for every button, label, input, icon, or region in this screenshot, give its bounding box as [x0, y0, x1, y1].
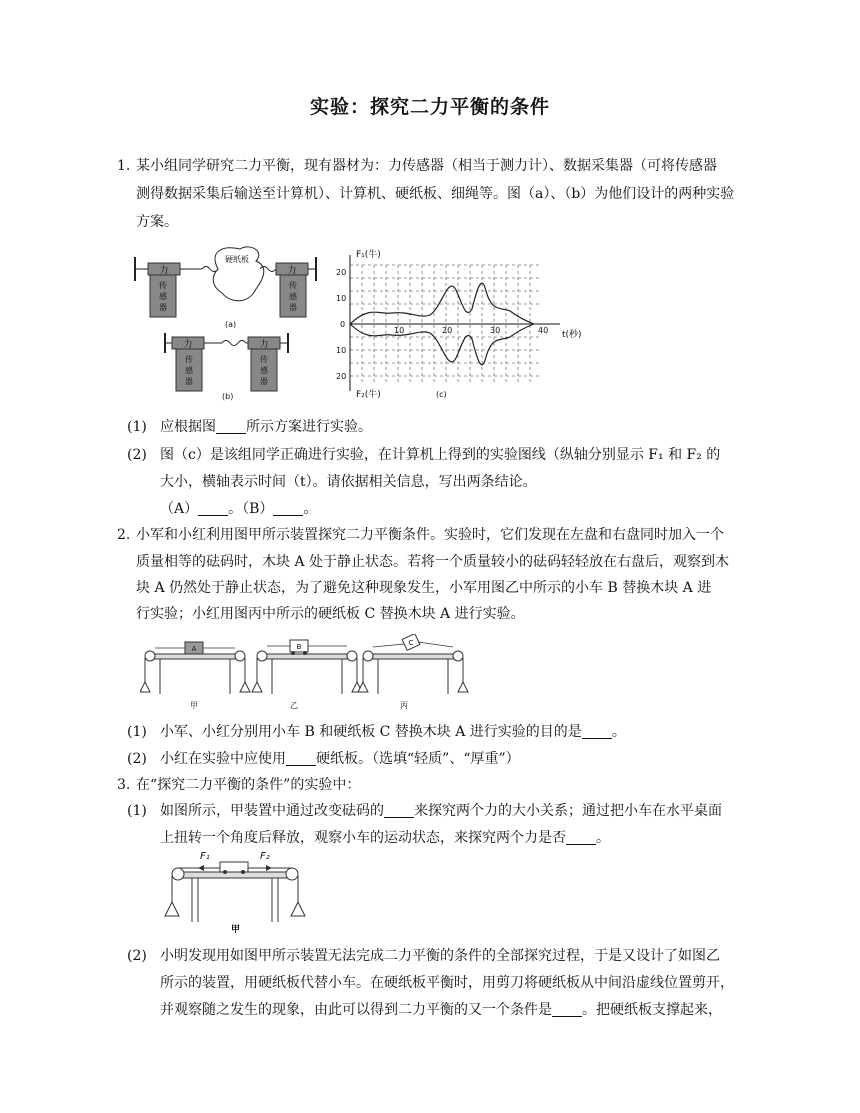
- svg-text:20: 20: [336, 268, 347, 277]
- q3-part-2-number: (2): [127, 948, 147, 964]
- question-1-line-1: 某小组同学研究二力平衡，现有器材为：力传感器（相当于测力计）、数据采集器（可将传感器: [136, 158, 717, 174]
- apparatus-jia: [140, 642, 250, 710]
- svg-text:10: 10: [336, 294, 347, 303]
- svg-text:10: 10: [336, 346, 347, 355]
- figure-c-label: (c): [436, 390, 447, 399]
- svg-text:B: B: [296, 643, 302, 651]
- question-2-line-3: 块 A 仍然处于静止状态，为了避免这种现象发生，小军用图乙中所示的小车 B 替换木块 A 进: [136, 580, 712, 596]
- f1-axis-label: F₁(牛): [356, 250, 381, 260]
- svg-text:器: 器: [185, 377, 193, 386]
- label-jia: 甲: [190, 701, 198, 710]
- time-axis-label: t(秒): [562, 330, 582, 340]
- apparatus-yi: [252, 640, 362, 710]
- q3-part-2-line-1: 小明发现用如图甲所示装置无法完成二力平衡的条件的全部探究过程，于是又设计了如图乙: [160, 948, 720, 964]
- q3-part-2-line-2: 所示的装置，用硬纸板代替小车。在硬纸板平衡时，用剪刀将硬纸板从中间沿虚线位置剪开，: [160, 975, 734, 991]
- answer-blank[interactable]: [566, 830, 596, 845]
- svg-text:10: 10: [394, 326, 405, 335]
- question-3-figure: [160, 846, 310, 934]
- q1-part-2-number: (2): [127, 447, 147, 463]
- question-1-figure: [130, 245, 600, 405]
- svg-text:感: 感: [260, 366, 268, 375]
- answer-blank-a[interactable]: [198, 501, 228, 516]
- sensor-label: 力: [159, 266, 169, 276]
- q2-part-1: 小军、小红分别用小车 B 和硬纸板 C 替换木块 A 进行实验的目的是 。: [160, 724, 626, 740]
- cardboard-label: 硬纸板: [225, 255, 249, 264]
- q1-part-1: 应根据图 所示方案进行实验。: [160, 419, 372, 435]
- page-title: 实验：探究二力平衡的条件: [309, 96, 550, 118]
- question-2-line-4: 行实验；小红用图丙中所示的硬纸板 C 替换木块 A 进行实验。: [136, 606, 525, 622]
- figure-c-graph: [336, 248, 582, 400]
- svg-text:感: 感: [159, 292, 167, 301]
- svg-text:20: 20: [442, 326, 453, 335]
- figure-b-apparatus: [165, 333, 288, 401]
- question-2-number: 2.: [117, 527, 131, 543]
- answer-blank-b[interactable]: [273, 501, 303, 516]
- svg-text:传: 传: [159, 281, 167, 290]
- label-bing: 丙: [400, 701, 408, 710]
- svg-text:传: 传: [289, 281, 297, 290]
- answer-blank[interactable]: [384, 803, 414, 818]
- svg-text:A: A: [191, 645, 197, 653]
- figure-b-label: (b): [222, 392, 234, 401]
- question-3-number: 3.: [117, 777, 131, 793]
- answer-blank[interactable]: [582, 724, 612, 739]
- q3-part-1-number: (1): [127, 803, 147, 819]
- svg-text:传: 传: [185, 355, 193, 364]
- question-2-line-1: 小军和小红利用图甲所示装置探究二力平衡条件。实验时，它们发现在左盘和右盘同时加入一个: [136, 527, 724, 543]
- svg-text:40: 40: [538, 326, 549, 335]
- q1-part-2-answers: （A） 。（B） 。: [160, 501, 318, 517]
- question-2-figure: [140, 634, 480, 714]
- answer-blank[interactable]: [286, 751, 316, 766]
- q2-part-2-number: (2): [127, 751, 147, 767]
- figure-a-label: (a): [225, 320, 237, 329]
- svg-text:力: 力: [287, 266, 297, 276]
- figure-a-apparatus: [135, 247, 316, 329]
- svg-text:C: C: [408, 639, 414, 647]
- svg-text:器: 器: [159, 303, 167, 312]
- q2-part-2: 小红在实验中应使用 硬纸板。（选填“轻质”、“厚重”）: [160, 751, 520, 767]
- q3-part-1-line-1: 如图所示，甲装置中通过改变砝码的 来探究两个力的大小关系；通过把小车在水平桌面: [160, 803, 722, 819]
- question-1-line-2: 测得数据采集后输送至计算机）、计算机、硬纸板、细绳等。图（a）、（b）为他们设计的两种实验: [136, 186, 735, 202]
- svg-text:感: 感: [185, 366, 193, 375]
- svg-text:力: 力: [259, 340, 269, 350]
- question-2-line-2: 质量相等的砝码时，木块 A 处于静止状态。若将一个质量较小的砝码轻轻放在右盘后，观察到木: [136, 554, 730, 570]
- q2-part-1-number: (1): [127, 724, 147, 740]
- svg-text:器: 器: [260, 377, 268, 386]
- f1-label: F₁: [200, 851, 210, 862]
- label-jia: 甲: [231, 925, 241, 934]
- svg-text:力: 力: [183, 340, 193, 350]
- q1-part-2-line-1: 图（c）是该组同学正确进行实验，在计算机上得到的实验图线（纵轴分别显示 F₁ 和 F₂ 的: [160, 447, 721, 463]
- svg-text:传: 传: [260, 355, 268, 364]
- apparatus-bing: [358, 634, 468, 710]
- answer-blank[interactable]: [216, 419, 246, 434]
- question-3-intro: 在“探究二力平衡的条件”的实验中：: [136, 777, 361, 793]
- svg-text:20: 20: [336, 372, 347, 381]
- q1-part-1-number: (1): [127, 419, 147, 435]
- f2-label: F₂: [260, 851, 270, 862]
- q3-part-2-line-3: 并观察随之发生的现象，由此可以得到二力平衡的又一个条件是 。把硬纸板支撑起来，: [160, 1002, 722, 1018]
- question-1-line-3: 方案。: [136, 214, 178, 230]
- answer-blank[interactable]: [552, 1002, 582, 1017]
- svg-text:0: 0: [340, 320, 346, 329]
- label-yi: 乙: [290, 701, 298, 710]
- f2-axis-label: F₂(牛): [356, 390, 381, 400]
- svg-text:30: 30: [490, 326, 501, 335]
- svg-text:感: 感: [289, 292, 297, 301]
- svg-text:器: 器: [289, 303, 297, 312]
- q3-part-1-line-2: 上扭转一个角度后释放，观察小车的运动状态，来探究两个力是否 。: [160, 830, 610, 846]
- q1-part-2-line-2: 大小，横轴表示时间（t）。请依据相关信息，写出两条结论。: [160, 474, 537, 490]
- question-1-number: 1.: [117, 158, 131, 174]
